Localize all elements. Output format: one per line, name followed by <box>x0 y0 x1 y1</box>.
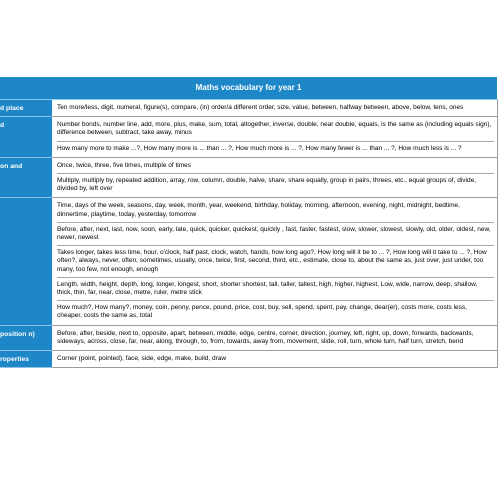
table-body <box>0 100 497 368</box>
row-category: d <box>0 117 52 158</box>
vocabulary-paragraph: How much?, How many?, money, coin, penny, pence, pound, price, cost, buy, sell, spend, spent, pay, change, dear(er), costs more, costs less, cheaper, costs the same as, total <box>57 300 494 320</box>
row-vocabulary <box>52 325 497 350</box>
row-category <box>0 198 52 325</box>
row-vocabulary <box>52 100 497 117</box>
table-row <box>0 325 497 350</box>
table-row <box>0 198 497 325</box>
row-vocabulary <box>52 157 497 198</box>
table-row <box>0 157 497 198</box>
vocabulary-paragraph: Before, after, beside, next to, opposite, apart, between, middle, edge, centre, corner, direction, journey, left, right, up, down, forwards, backwards, sideways, across, close, far, near, along, through, to, from, towards, away from, movement, slide, roll, turn, whole turn, half turn, stretch, bend <box>57 329 474 345</box>
vocabulary-paragraph: Number bonds, number line, add, more, plus, make, sum, total, altogether, inverse, double, near double, equals, is the same as (including equals sign), difference between, subtract, take away, minus <box>57 121 492 137</box>
vocabulary-paragraph: Once, twice, three, five times, multiple of times <box>57 161 192 169</box>
row-vocabulary <box>52 351 497 368</box>
table-row <box>0 117 497 158</box>
row-vocabulary <box>52 117 497 158</box>
vocabulary-paragraph: Length, width, height, depth, long, longer, longest, short, shorter shortest, tall, taller, tallest, high, higher, highest, Low, wide, narrow, deep, shallow, thick, thin, far, near, close, metre, ruler, metre stick <box>57 277 494 297</box>
vocabulary-paragraph: Before, after, next, last, now, soon, early, late, quick, quicker, quickest, quickly , fast, faster, fastest, slow, slower, slowest, slowly, old, older, oldest, new, newer, newest <box>57 222 494 242</box>
table-row <box>0 351 497 368</box>
table-title: Maths vocabulary for year 1 <box>0 77 497 100</box>
vocabulary-paragraph: How many more to make ...?, How many more is ... than ... ?, How much more is ... ?, How many fewer is ... than ... ?, How much less is ... ? <box>57 141 494 153</box>
vocabulary-paragraph: Corner (point, pointed), face, side, edge, make, build, draw <box>57 355 227 363</box>
table-row <box>0 100 497 117</box>
row-category: on and <box>0 157 52 198</box>
row-category: roperties <box>0 351 52 368</box>
vocabulary-paragraph: Multiply, multiply by, repeated addition, array, row, column, double, halve, share, share equally, group in pairs, threes, etc., equal groups of, divide, divided by, left over <box>57 173 494 193</box>
table-header-row <box>0 77 497 100</box>
vocabulary-table <box>0 77 498 368</box>
row-category: d place <box>0 100 52 117</box>
vocabulary-paragraph: Takes longer, takes less time, hour, o'clock, half past, clock, watch, hands, how long ago?, How long will it be to ... ?, How long will it take to ... ?, How often?, always, never, often, sometimes, usually, once, twice, first, second, third, etc., estimate, close to, about the same as, just over, just under, too many, too few, not enough, enough <box>57 245 494 274</box>
row-category: position n) <box>0 325 52 350</box>
vocabulary-paragraph: Time, days of the week, seasons, day, week, month, year, weekend, birthday, holiday, morning, afternoon, evening, night, midnight, bedtime, dinnertime, playtime, today, yesterday, tomorrow <box>57 202 460 218</box>
vocabulary-paragraph: Ten more/less, digit, numeral, figure(s), compare, (in) order/a different order, size, value, between, halfway between, above, below, tens, ones <box>57 104 464 111</box>
row-vocabulary <box>52 198 497 325</box>
